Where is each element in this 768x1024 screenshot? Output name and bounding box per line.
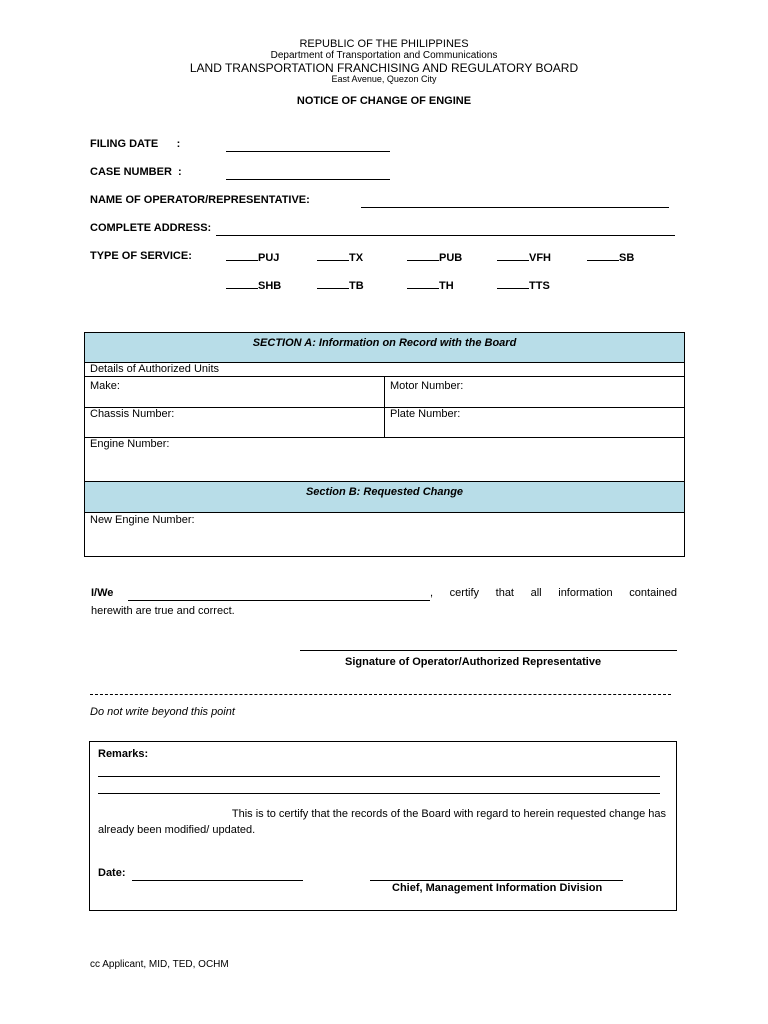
chief-signature-line[interactable] bbox=[370, 880, 623, 881]
section-b-heading: Section B: Requested Change bbox=[84, 481, 685, 513]
operator-label: NAME OF OPERATOR/REPRESENTATIVE: bbox=[90, 194, 310, 206]
service-option-tb[interactable]: TB bbox=[317, 278, 364, 292]
case-number-field[interactable] bbox=[226, 167, 390, 180]
service-option-th[interactable]: TH bbox=[407, 278, 454, 292]
service-option-tx[interactable]: TX bbox=[317, 250, 363, 264]
chief-label: Chief, Management Information Division bbox=[392, 882, 603, 894]
case-number-label: CASE NUMBER : bbox=[90, 166, 182, 178]
remarks-label: Remarks: bbox=[98, 748, 149, 760]
motor-number-field[interactable]: Motor Number: bbox=[390, 380, 464, 392]
cc-line: cc Applicant, MID, TED, OCHM bbox=[90, 959, 229, 970]
operator-field[interactable] bbox=[361, 195, 669, 208]
plate-number-field[interactable]: Plate Number: bbox=[390, 408, 461, 420]
details-label: Details of Authorized Units bbox=[90, 363, 220, 375]
chassis-number-field[interactable]: Chassis Number: bbox=[90, 408, 175, 420]
service-option-puj[interactable]: PUJ bbox=[226, 250, 279, 264]
service-option-vfh[interactable]: VFH bbox=[497, 250, 551, 264]
certify-statement: , certify that all information contained bbox=[430, 587, 677, 599]
service-option-pub[interactable]: PUB bbox=[407, 250, 462, 264]
make-field[interactable]: Make: bbox=[90, 380, 120, 392]
service-option-shb[interactable]: SHB bbox=[226, 278, 281, 292]
section-a-heading: SECTION A: Information on Record with the Board bbox=[84, 332, 685, 363]
engine-number-field[interactable]: Engine Number: bbox=[90, 438, 170, 450]
address-field[interactable] bbox=[216, 223, 675, 236]
filing-date-label: FILING DATE : bbox=[90, 138, 181, 150]
type-of-service-label: TYPE OF SERVICE: bbox=[90, 250, 192, 262]
department-heading: Department of Transportation and Communications bbox=[270, 50, 498, 61]
republic-heading: REPUBLIC OF THE PHILIPPINES bbox=[299, 38, 469, 50]
certification-statement-line1: This is to certify that the records of the Board with regard to herein requested change has bbox=[231, 808, 666, 820]
certification-statement-line2: already been modified/ updated. bbox=[98, 824, 256, 836]
iwe-label: I/We bbox=[91, 587, 114, 599]
service-option-tts[interactable]: TTS bbox=[497, 278, 550, 292]
filing-date-field[interactable] bbox=[226, 139, 390, 152]
board-heading: LAND TRANSPORTATION FRANCHISING AND REGULATORY BOARD bbox=[189, 61, 579, 75]
cut-divider bbox=[90, 694, 671, 695]
remarks-line-1[interactable] bbox=[98, 776, 660, 777]
certifier-name-field[interactable] bbox=[128, 588, 430, 601]
address-label: COMPLETE ADDRESS: bbox=[90, 222, 212, 234]
signature-line[interactable] bbox=[300, 650, 677, 651]
certify-statement-line2: herewith are true and correct. bbox=[91, 605, 235, 617]
column-divider bbox=[384, 376, 385, 437]
new-engine-number-field[interactable]: New Engine Number: bbox=[90, 514, 195, 526]
address-heading: East Avenue, Quezon City bbox=[331, 74, 437, 84]
do-not-write-note: Do not write beyond this point bbox=[90, 706, 235, 718]
signature-label: Signature of Operator/Authorized Representative bbox=[345, 656, 602, 668]
service-option-sb[interactable]: SB bbox=[587, 250, 634, 264]
date-label: Date: bbox=[98, 867, 126, 879]
remarks-line-2[interactable] bbox=[98, 793, 660, 794]
form-title: NOTICE OF CHANGE OF ENGINE bbox=[296, 95, 472, 107]
date-field[interactable] bbox=[132, 880, 303, 881]
